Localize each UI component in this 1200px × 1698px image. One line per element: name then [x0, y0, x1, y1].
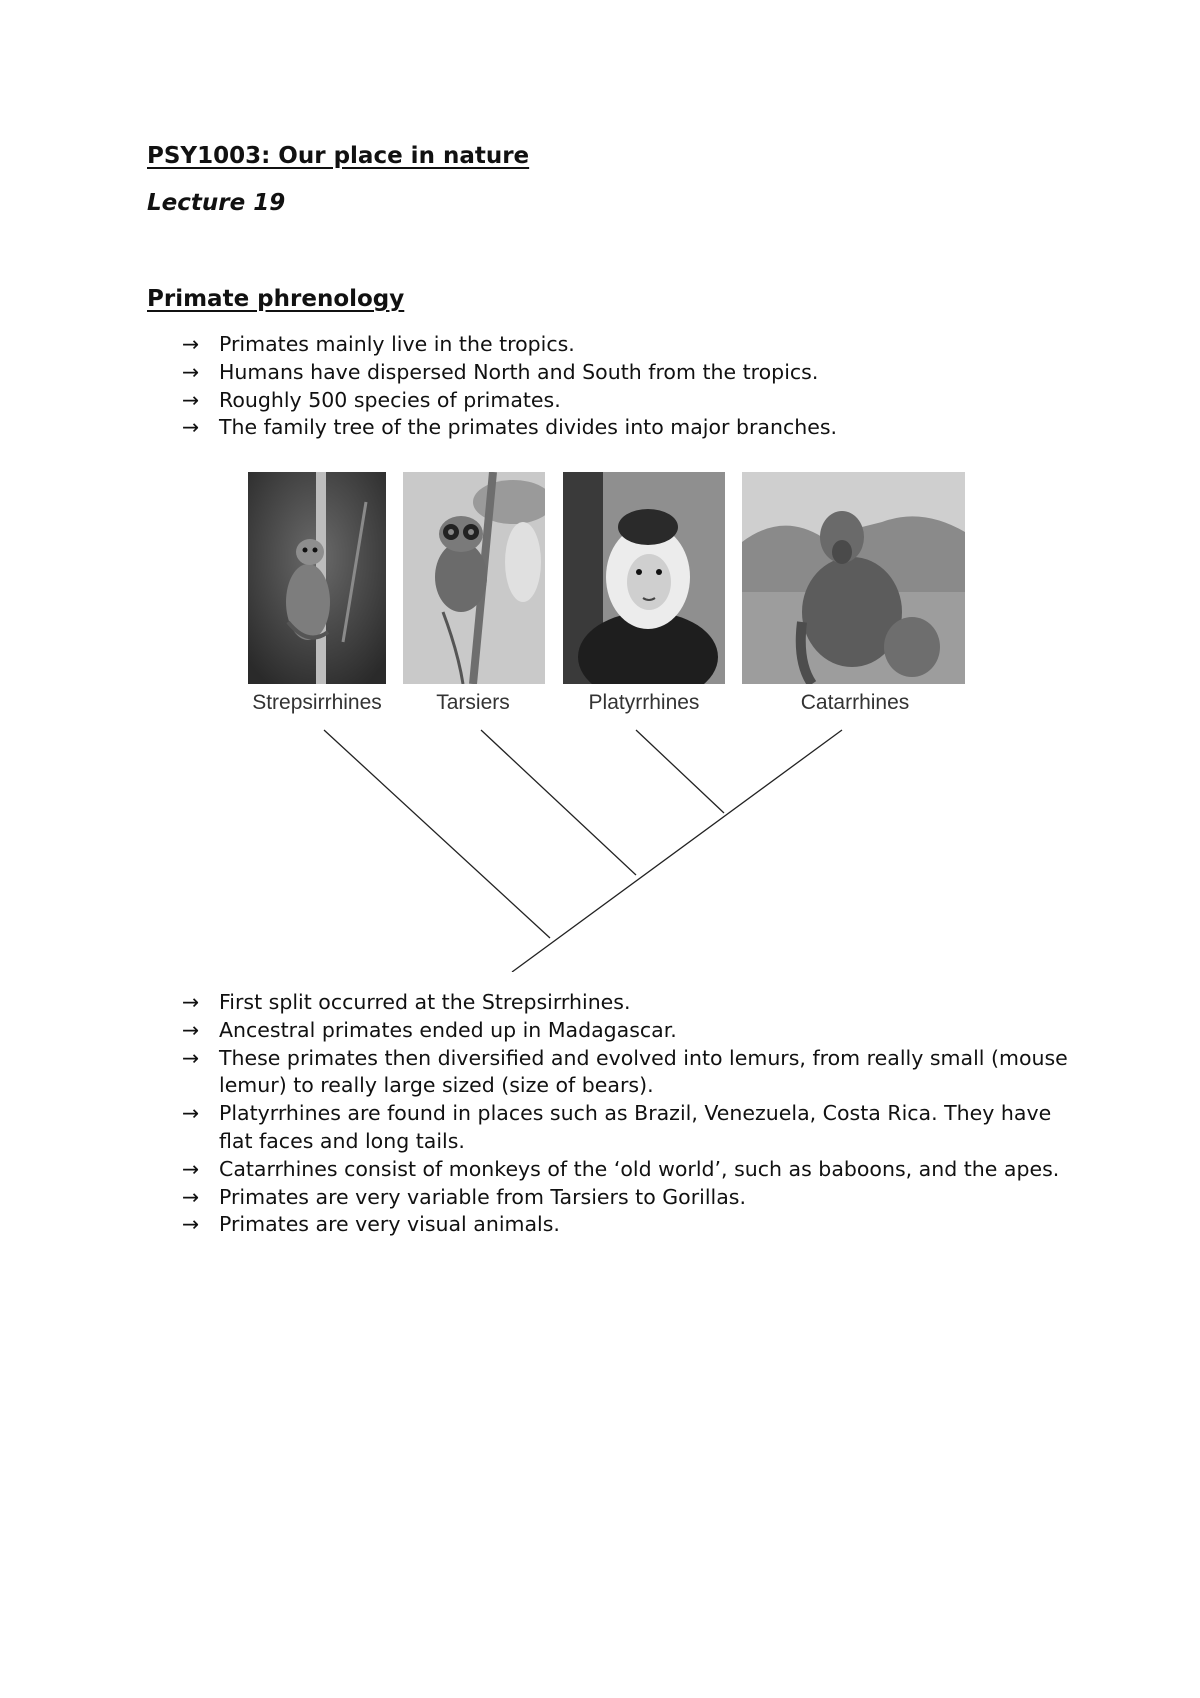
intro-bullet-list: [180, 331, 1080, 442]
arrow-icon: →: [182, 387, 200, 412]
arrow-icon: →: [182, 415, 200, 440]
arrow-icon: →: [182, 1101, 200, 1126]
list-item: [180, 1156, 1080, 1184]
clade-label: Strepsirrhines: [252, 691, 382, 714]
list-item: [180, 1017, 1080, 1045]
clade-label: Platyrrhines: [588, 691, 700, 714]
list-item: [180, 359, 1080, 387]
list-item: [180, 414, 1080, 442]
bullet-text: Roughly 500 species of primates.: [219, 387, 561, 412]
section-heading: Primate phrenology: [147, 286, 405, 312]
branch-catarrhines-trunk: [512, 730, 842, 972]
clade-label: Catarrhines: [800, 691, 910, 714]
primate-family-tree-figure: [240, 472, 980, 972]
lecture-number: Lecture 19: [147, 190, 286, 216]
bullet-text: Catarrhines consist of monkeys of the ‘old world’, such as baboons, and the apes.: [219, 1156, 1060, 1181]
course-title: PSY1003: Our place in nature: [147, 143, 530, 169]
list-item: [180, 1100, 1080, 1156]
arrow-icon: →: [182, 332, 200, 356]
list-item: [180, 331, 1080, 359]
list-item: [180, 1184, 1080, 1212]
bullet-text: These primates then diversified and evolved into lemurs, from really small (mouse lemur) to really large sized (size of bears).: [219, 1045, 1068, 1098]
arrow-icon: →: [182, 1212, 200, 1237]
cladogram: [240, 472, 980, 972]
list-item: [180, 989, 1080, 1017]
arrow-icon: →: [182, 990, 200, 1014]
clade-label: Tarsiers: [436, 691, 510, 714]
bullet-text: First split occurred at the Strepsirrhines.: [219, 990, 631, 1014]
branch-tarsiers: [481, 730, 636, 875]
list-item: [180, 1045, 1080, 1101]
arrow-icon: →: [182, 1156, 200, 1181]
arrow-icon: →: [182, 1184, 200, 1209]
bullet-text: Primates are very variable from Tarsiers to Gorillas.: [219, 1184, 746, 1209]
bullet-text: Humans have dispersed North and South from the tropics.: [219, 359, 819, 384]
bullet-text: Platyrrhines are found in places such as Brazil, Venezuela, Costa Rica. They have flat faces and long tails.: [219, 1101, 1052, 1153]
branch-platyrrhines: [636, 730, 724, 813]
bullet-text: Primates are very visual animals.: [219, 1212, 560, 1237]
branch-strepsirrhines: [324, 730, 550, 938]
arrow-icon: →: [182, 359, 200, 384]
detail-bullet-list: [180, 989, 1080, 1239]
bullet-text: Primates mainly live in the tropics.: [219, 332, 575, 356]
list-item: [180, 387, 1080, 415]
bullet-text: The family tree of the primates divides into major branches.: [219, 415, 838, 440]
arrow-icon: →: [182, 1045, 200, 1070]
list-item: [180, 1211, 1080, 1239]
bullet-text: Ancestral primates ended up in Madagascar.: [219, 1017, 677, 1042]
arrow-icon: →: [182, 1017, 200, 1042]
